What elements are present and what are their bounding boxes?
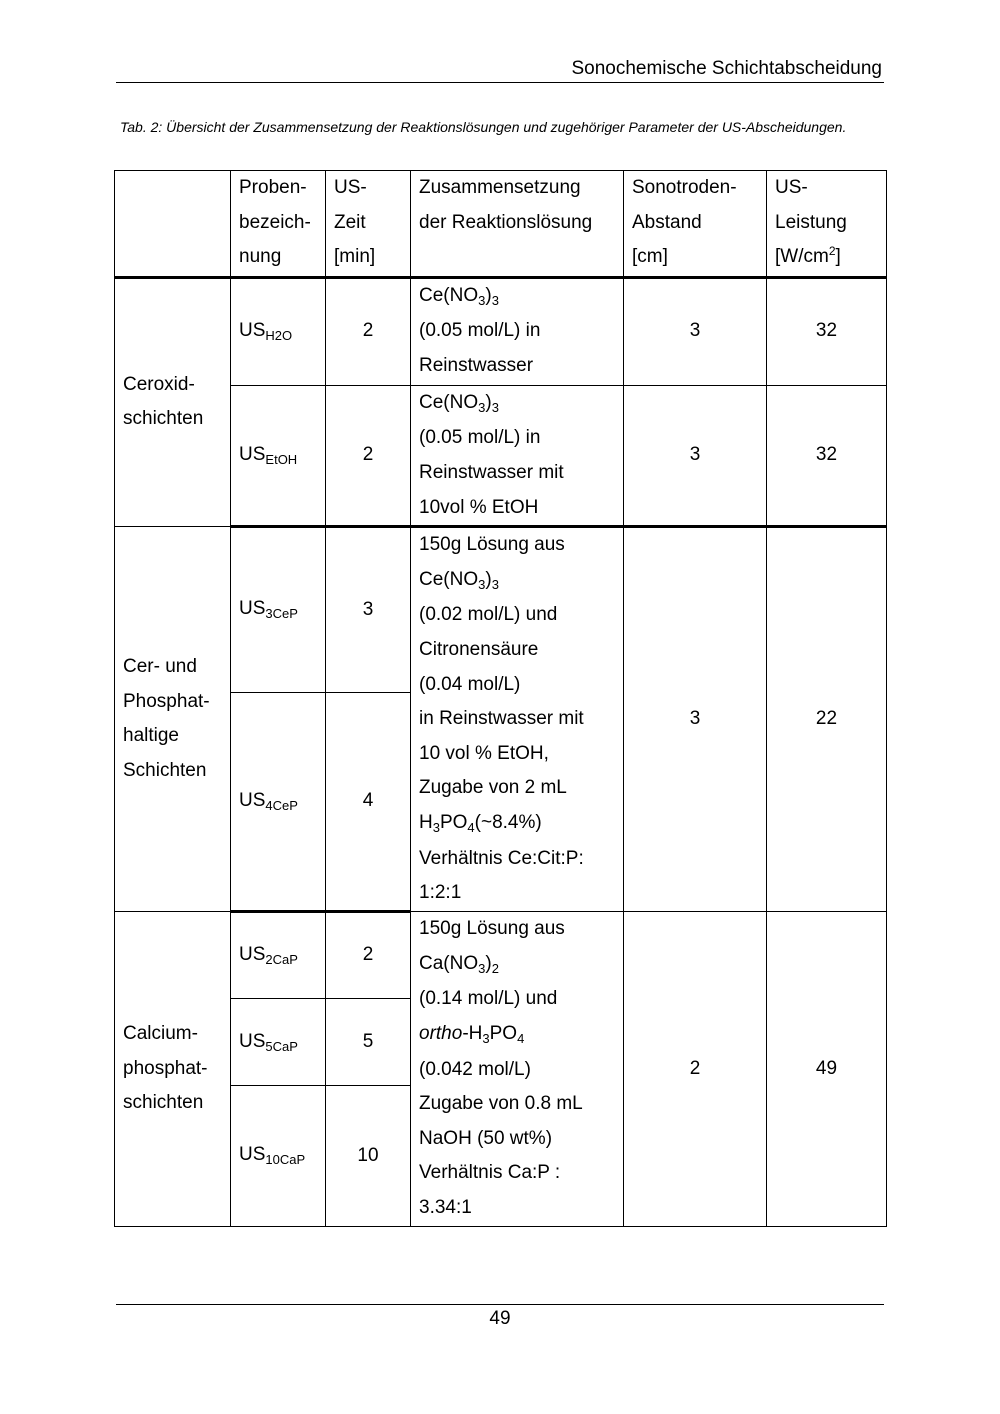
- time-value: 3: [326, 527, 411, 693]
- sample-name: $US_{10CaP}$: [231, 1086, 326, 1226]
- sample-name: $US_{3CeP}$: [231, 527, 326, 693]
- time-value: 2: [326, 912, 411, 999]
- power-value: 32: [767, 277, 887, 385]
- time-value: 2: [326, 385, 411, 526]
- table-row: [115, 527, 887, 693]
- header-zusammensetzung: Zusammensetzung der Reaktionslösung: [411, 171, 624, 278]
- time-value: 4: [326, 693, 411, 912]
- sample-name: $US_{5CaP}$: [231, 999, 326, 1086]
- group-label-calcium: Calcium- phosphat- schichten: [115, 912, 231, 1226]
- time-value: 2: [326, 277, 411, 385]
- group-label-ceroxid: Ceroxid- schichten: [115, 277, 231, 526]
- sample-name: $US_{EtOH}$: [231, 385, 326, 526]
- distance-value: 3: [624, 385, 767, 526]
- power-value: 49: [767, 912, 887, 1226]
- composition-cell: $Ce(NO_3)_3$ (0.05 mol/L) in Reinstwasser: [411, 277, 624, 385]
- composition-cell: $Ce(NO_3)_3$ (0.05 mol/L) in Reinstwasser mit 10vol % EtOH: [411, 385, 624, 526]
- header-abstand: Sonotroden- Abstand [cm]: [624, 171, 767, 278]
- parameter-table: [114, 170, 887, 1227]
- table-caption: Tab. 2: Übersicht der Zusammensetzung der Reaktionslösungen und zugehöriger Parameter der US-Abscheidungen.: [120, 119, 847, 135]
- header-zeit: US- Zeit [min]: [326, 171, 411, 278]
- distance-value: 3: [624, 527, 767, 912]
- time-value: 10: [326, 1086, 411, 1226]
- header-rule: [116, 82, 884, 83]
- composition-cell: 150g Lösung aus $Ca(NO_3)_2$ (0.14 mol/L) und ortho-$H_3PO_4$ (0.042 mol/L) Zugabe von 0.8 mL NaOH (50 wt%) Verhältnis Ca:P : 3.34:1: [411, 912, 624, 1226]
- power-value: 32: [767, 385, 887, 526]
- header-cell-group: [115, 171, 231, 278]
- composition-cell: 150g Lösung aus $Ce(NO_3)_3$ (0.02 mol/L) und Citronensäure (0.04 mol/L) in Reinstwasser mit 10 vol % EtOH, Zugabe von 2 mL $H_3PO_4(\sim 8.4\%)$ Verhältnis Ce:Cit:P: 1:2:1: [411, 527, 624, 912]
- time-value: 5: [326, 999, 411, 1086]
- running-header: Sonochemische Schichtabscheidung: [571, 58, 882, 79]
- sample-name: $US_{4CeP}$: [231, 693, 326, 912]
- table-row: [115, 912, 887, 999]
- footer-rule: [116, 1304, 884, 1305]
- table-row: [115, 385, 887, 526]
- distance-value: 2: [624, 912, 767, 1226]
- page-number: 49: [489, 1308, 511, 1329]
- power-value: 22: [767, 527, 887, 912]
- header-leistung: US- Leistung $[W/cm^2]$: [767, 171, 887, 278]
- table-header-row: [115, 171, 887, 278]
- table-row: [115, 277, 887, 385]
- sample-name: $US_{2CaP}$: [231, 912, 326, 999]
- group-label-cerphosphat: Cer- und Phosphat- haltige Schichten: [115, 527, 231, 912]
- sample-name: $US_{H2O}$: [231, 277, 326, 385]
- header-probe: Proben- bezeich- nung: [231, 171, 326, 278]
- distance-value: 3: [624, 277, 767, 385]
